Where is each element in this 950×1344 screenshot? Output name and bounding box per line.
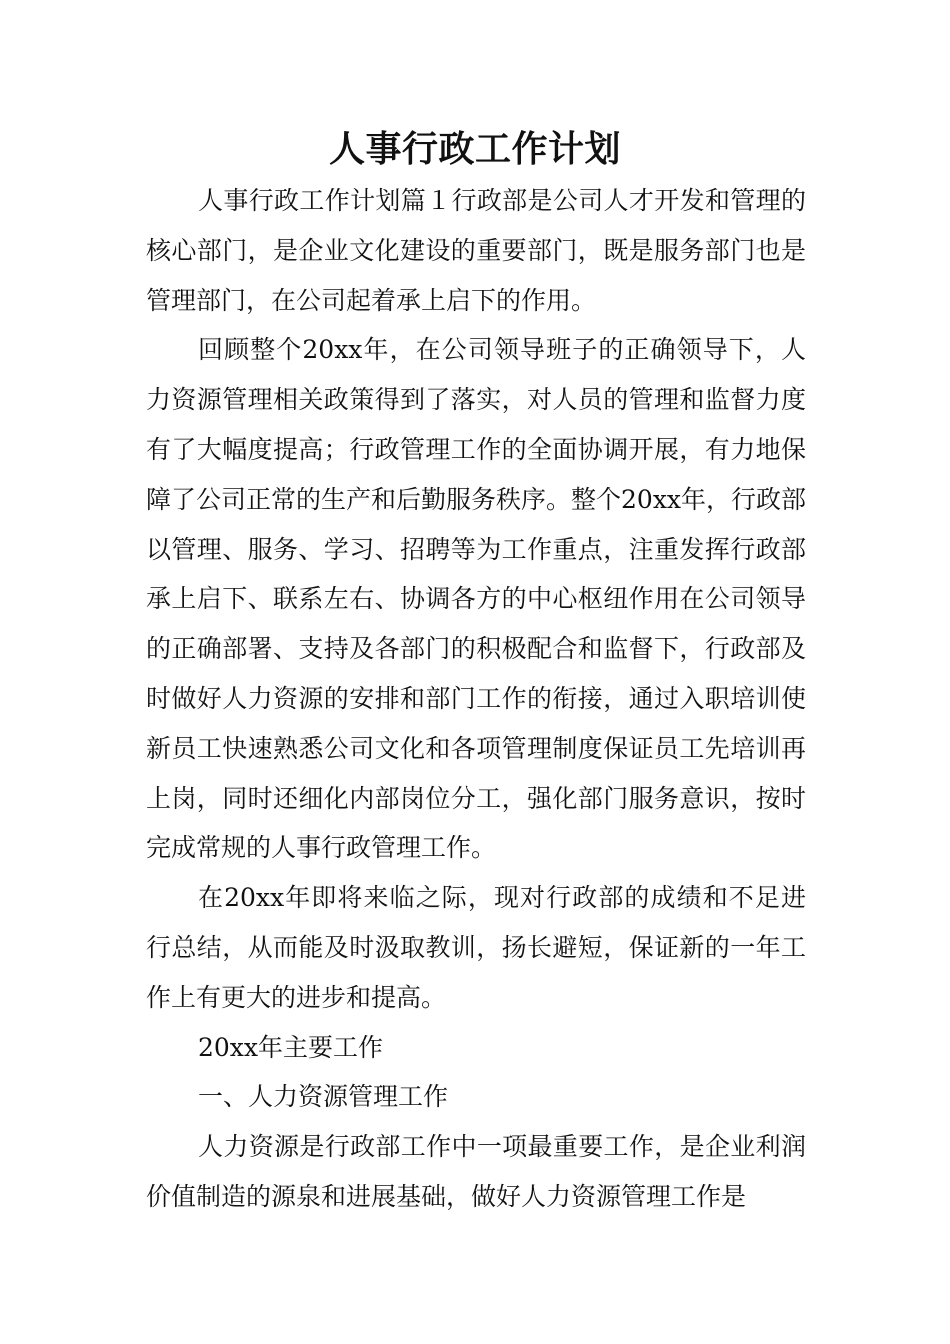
document-body	[146, 176, 806, 1222]
paragraph-review: 回顾整个20xx年，在公司领导班子的正确领导下，人力资源管理相关政策得到了落实，对人员的管理和监督力度有了大幅度提高；行政管理工作的全面协调开展，有力地保障了公司正常的生产和后勤服务秩序。整个20xx年，行政部以管理、服务、学习、招聘等为工作重点，注重发挥行政部承上启下、联系左右、协调各方的中心枢纽作用在公司领导的正确部署、支持及各部门的积极配合和监督下，行政部及时做好人力资源的安排和部门工作的衔接，通过入职培训使新员工快速熟悉公司文化和各项管理制度保证员工先培训再上岗，同时还细化内部岗位分工，强化部门服务意识，按时完成常规的人事行政管理工作。	[146, 335, 807, 863]
paragraph-intro: 人事行政工作计划篇１行政部是公司人才开发和管理的核心部门，是企业文化建设的重要部门，既是服务部门也是管理部门，在公司起着承上启下的作用。	[146, 186, 806, 315]
paragraph-summary: 在20xx年即将来临之际，现对行政部的成绩和不足进行总结，从而能及时汲取教训，扬长避短，保证新的一年工作上有更大的进步和提高。	[146, 883, 806, 1012]
document-title: 人事行政工作计划	[328, 129, 621, 170]
paragraph-hr: 人力资源是行政部工作中一项最重要工作，是企业利润价值制造的源泉和进展基础，做好人力资源管理工作是	[146, 1132, 806, 1211]
section-heading-main-work: 20xx年主要工作	[198, 1032, 384, 1062]
section-heading-hr-management: 一、人力资源管理工作	[198, 1082, 449, 1112]
